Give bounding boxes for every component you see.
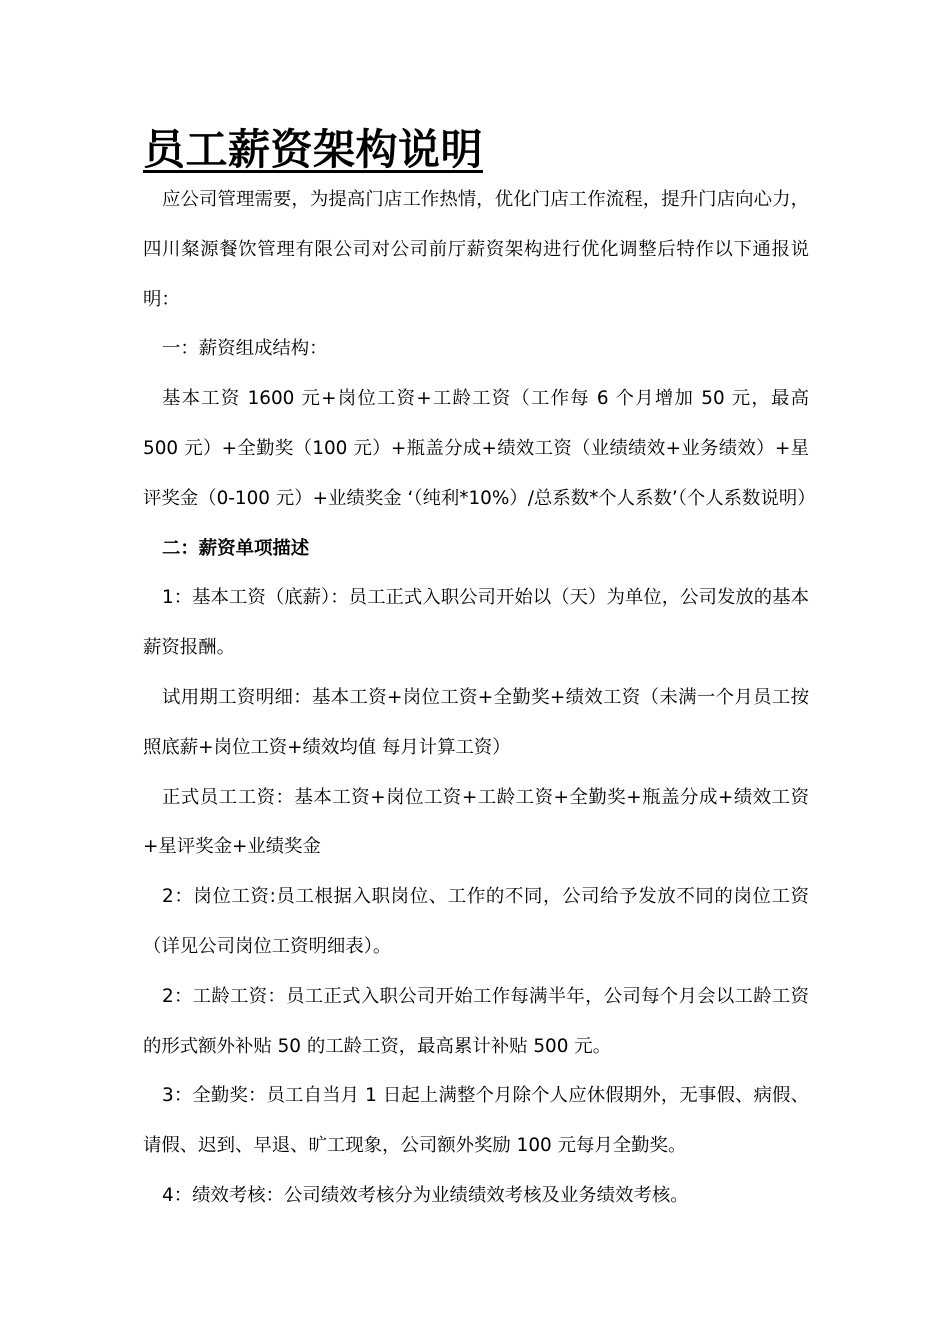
seniority-salary-paragraph: 2：工龄工资：员工正式入职公司开始工作每满半年，公司每个月会以工龄工资的形式额外补贴 50 的工龄工资，最高累计补贴 500 元。	[143, 985, 809, 1057]
intro-paragraph: 应公司管理需要，为提高门店工作热情，优化门店工作流程，提升门店向心力，四川粲源餐饮管理有限公司对公司前厅薪资架构进行优化调整后特作以下通报说明：	[143, 189, 809, 310]
base-salary-paragraph: 1：基本工资（底薪）：员工正式入职公司开始以（天）为单位，公司发放的基本薪资报酬。	[143, 587, 809, 659]
salary-formula-paragraph: 基本工资 1600 元+岗位工资+工龄工资（工作每 6 个月增加 50 元，最高 500 元）+全勤奖（100 元）+瓶盖分成+绩效工资（业绩绩效+业务绩效）+星评奖金（0-100 元）+业绩奖金 ‘（纯利*10%）/总系数*个人系数’（个人系数说明）	[143, 388, 816, 509]
document-body	[143, 175, 816, 1221]
attendance-bonus-paragraph: 3：全勤奖：员工自当月 1 日起上满整个月除个人应休假期外，无事假、病假、请假、迟到、早退、旷工现象，公司额外奖励 100 元每月全勤奖。	[143, 1085, 809, 1157]
section-heading-items: 二：薪资单项描述	[162, 537, 310, 559]
position-salary-paragraph: 2：岗位工资:员工根据入职岗位、工作的不同，公司给予发放不同的岗位工资（详见公司岗位工资明细表）。	[143, 886, 809, 957]
probation-salary-paragraph: 试用期工资明细：基本工资+岗位工资+全勤奖+绩效工资（未满一个月员工按照底薪+岗位工资+绩效均值 每月计算工资）	[143, 686, 809, 758]
document-title: 员工薪资架构说明	[143, 125, 484, 174]
performance-paragraph: 4：绩效考核：公司绩效考核分为业绩绩效考核及业务绩效考核。	[162, 1184, 689, 1206]
regular-salary-paragraph: 正式员工工资：基本工资+岗位工资+工龄工资+全勤奖+瓶盖分成+绩效工资+星评奖金+业绩奖金	[143, 786, 809, 858]
section-heading-structure: 一：薪资组成结构：	[162, 338, 328, 360]
